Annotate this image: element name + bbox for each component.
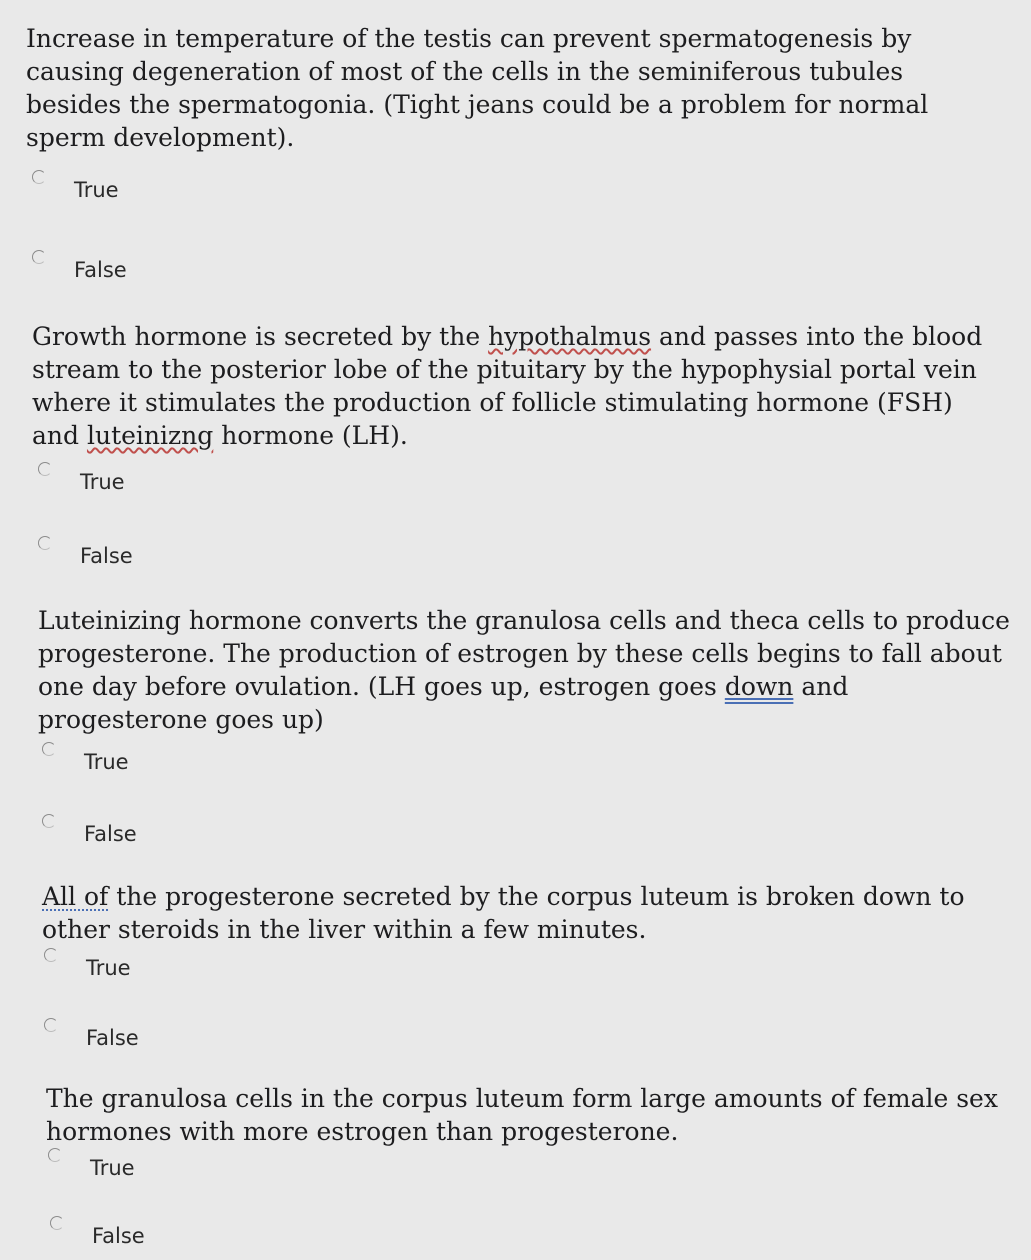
question-1-option-true[interactable] xyxy=(32,170,332,210)
question-2-option-true[interactable] xyxy=(38,462,338,502)
question-5-text xyxy=(46,1082,1021,1148)
question-4 xyxy=(42,880,1017,946)
question-2-text-part: hormone (LH). xyxy=(213,421,408,450)
question-2-option-false[interactable] xyxy=(38,536,338,576)
radio-button-icon[interactable] xyxy=(32,170,46,184)
question-3-option-true[interactable] xyxy=(42,742,342,782)
option-label: False xyxy=(84,822,137,846)
question-5-option-false[interactable] xyxy=(50,1216,350,1256)
option-label: True xyxy=(80,470,125,494)
option-label: False xyxy=(74,258,127,282)
question-5-text-part: The granulosa cells in the corpus luteum form large amounts of female sex hormones with more estrogen than progesterone. xyxy=(46,1084,998,1146)
radio-button-icon[interactable] xyxy=(32,250,46,264)
radio-button-icon[interactable] xyxy=(44,1018,58,1032)
question-3-option-false[interactable] xyxy=(42,814,342,854)
question-5 xyxy=(46,1082,1021,1148)
question-3-text-part: Luteinizing hormone converts the granulosa cells and theca cells to produce progesterone. The production of estrogen by these cells begins to fall about one day before ovulation. (LH goes up, estrogen goes xyxy=(38,606,1010,701)
option-label: True xyxy=(74,178,119,202)
radio-button-icon[interactable] xyxy=(50,1216,64,1230)
option-label: False xyxy=(80,544,133,568)
radio-button-icon[interactable] xyxy=(38,536,52,550)
question-3-text xyxy=(38,604,1013,736)
spellcheck-word: hypothalmus xyxy=(488,322,652,351)
question-1-text xyxy=(26,22,1001,154)
radio-button-icon[interactable] xyxy=(38,462,52,476)
question-4-option-true[interactable] xyxy=(44,948,344,988)
question-4-option-false[interactable] xyxy=(44,1018,344,1058)
radio-button-icon[interactable] xyxy=(48,1148,62,1162)
question-2-text xyxy=(32,320,1007,452)
option-label: True xyxy=(90,1156,135,1180)
option-label: True xyxy=(86,956,131,980)
spellcheck-word: luteinizng xyxy=(86,421,214,450)
option-label: False xyxy=(92,1224,145,1248)
question-3-text-part: and progesterone goes up) xyxy=(38,672,849,734)
grammar-check-word: All of xyxy=(42,882,109,911)
option-label: True xyxy=(84,750,129,774)
question-2-text-part: and passes into the blood stream to the posterior lobe of the pituitary by the hypophysial portal vein where it stimulates the production of follicle stimulating hormone (FSH) and xyxy=(32,322,983,450)
option-label: False xyxy=(86,1026,139,1050)
question-1-option-false[interactable] xyxy=(32,250,332,290)
radio-button-icon[interactable] xyxy=(42,814,56,828)
question-2-text-part: Growth hormone is secreted by the xyxy=(32,322,489,351)
grammar-check-word: down xyxy=(724,672,794,701)
question-4-text xyxy=(42,880,1017,946)
question-2 xyxy=(32,320,1007,452)
radio-button-icon[interactable] xyxy=(44,948,58,962)
question-3 xyxy=(38,604,1013,736)
question-4-text-part: the progesterone secreted by the corpus luteum is broken down to other steroids in the liver within a few minutes. xyxy=(42,882,965,944)
question-5-option-true[interactable] xyxy=(48,1148,348,1188)
question-1-text-part: Increase in temperature of the testis can prevent spermatogenesis by causing degeneration of most of the cells in the seminiferous tubules besides the spermatogonia. (Tight jeans could be a problem for normal sperm development). xyxy=(26,24,929,152)
question-1 xyxy=(26,22,1001,154)
radio-button-icon[interactable] xyxy=(42,742,56,756)
